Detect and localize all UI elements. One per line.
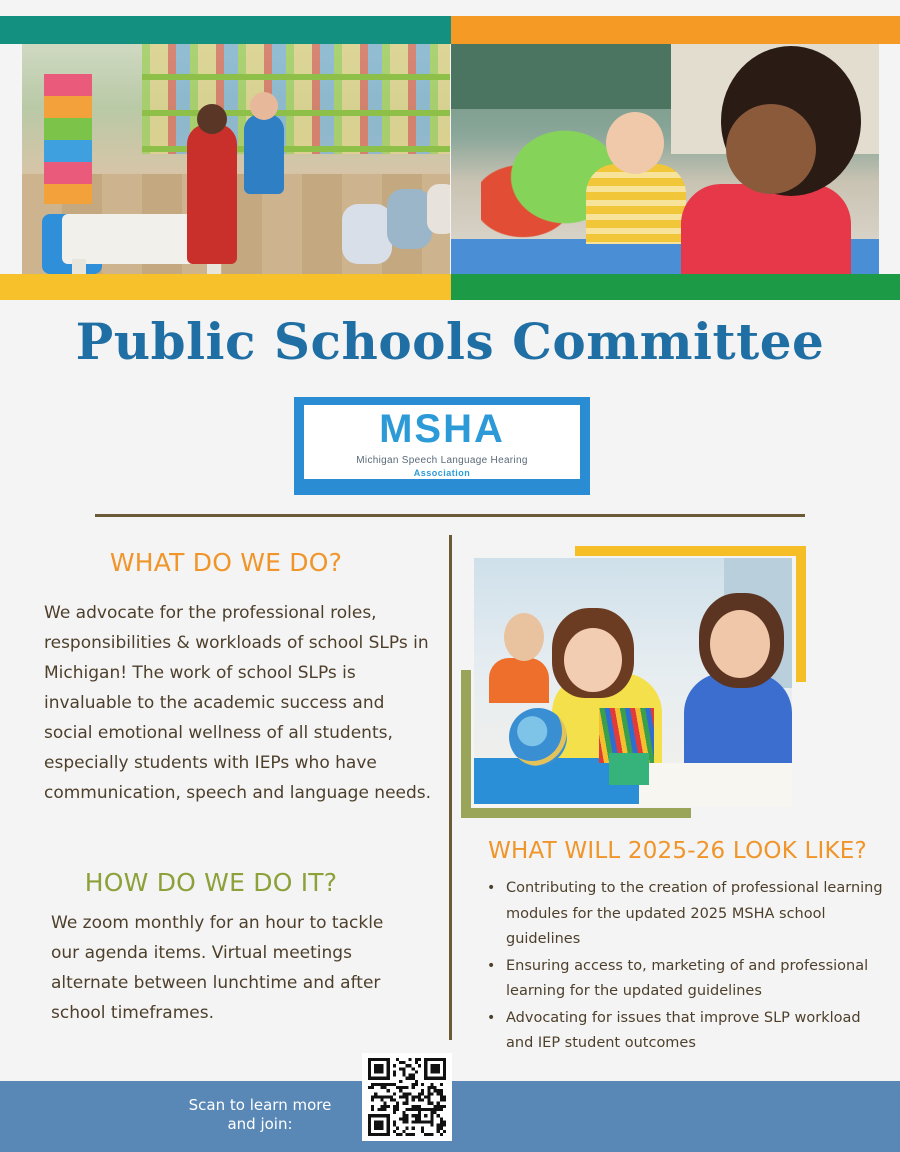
classroom-photo-right	[451, 44, 879, 274]
classroom-photo-left	[22, 44, 450, 274]
list-item: • Contributing to the creation of professional learning modules for the updated 2025 MSHA school guidelines	[485, 876, 885, 953]
what-will-look-like-list	[485, 876, 885, 1058]
photo-bar-yellow	[0, 274, 451, 300]
footer-cta	[170, 1096, 350, 1134]
top-bar-teal	[0, 16, 451, 44]
footer-cta-line1: Scan to learn more	[188, 1096, 332, 1114]
logo-sub-text-2: Association	[413, 468, 471, 478]
how-do-we-do-it-heading: HOW DO WE DO IT?	[84, 868, 338, 897]
page-title: Public Schools Committee	[75, 312, 825, 371]
list-item: • Advocating for issues that improve SLP workload and IEP student outcomes	[485, 1006, 885, 1057]
vertical-divider	[449, 535, 452, 1040]
what-will-look-like-heading: WHAT WILL 2025-26 LOOK LIKE?	[488, 838, 867, 864]
what-do-we-do-text: We advocate for the professional roles, responsibilities & workloads of school SLPs in Michigan! The work of school SLPs is invaluable to the academic success and social emotional wellness of all students, especially students with IEPs who have communication, speech and language needs.	[44, 603, 432, 803]
footer-cta-line2: and join:	[227, 1115, 293, 1133]
top-bar-orange	[451, 16, 900, 44]
horizontal-divider	[95, 514, 805, 517]
list-item: • Ensuring access to, marketing of and professional learning for the updated guidelines	[485, 954, 885, 1005]
photo-bar-green	[451, 274, 900, 300]
msha-logo	[294, 397, 590, 495]
how-do-we-do-it-text: We zoom monthly for an hour to tackle our agenda items. Virtual meetings alternate between lunchtime and after school timeframes.	[51, 913, 384, 1023]
logo-main-text: MSHA	[379, 407, 505, 451]
students-photo	[474, 558, 792, 807]
what-do-we-do-heading: WHAT DO WE DO?	[109, 548, 343, 577]
logo-sub-text: Michigan Speech Language Hearing	[356, 455, 528, 466]
qr-code-icon[interactable]	[362, 1053, 452, 1141]
